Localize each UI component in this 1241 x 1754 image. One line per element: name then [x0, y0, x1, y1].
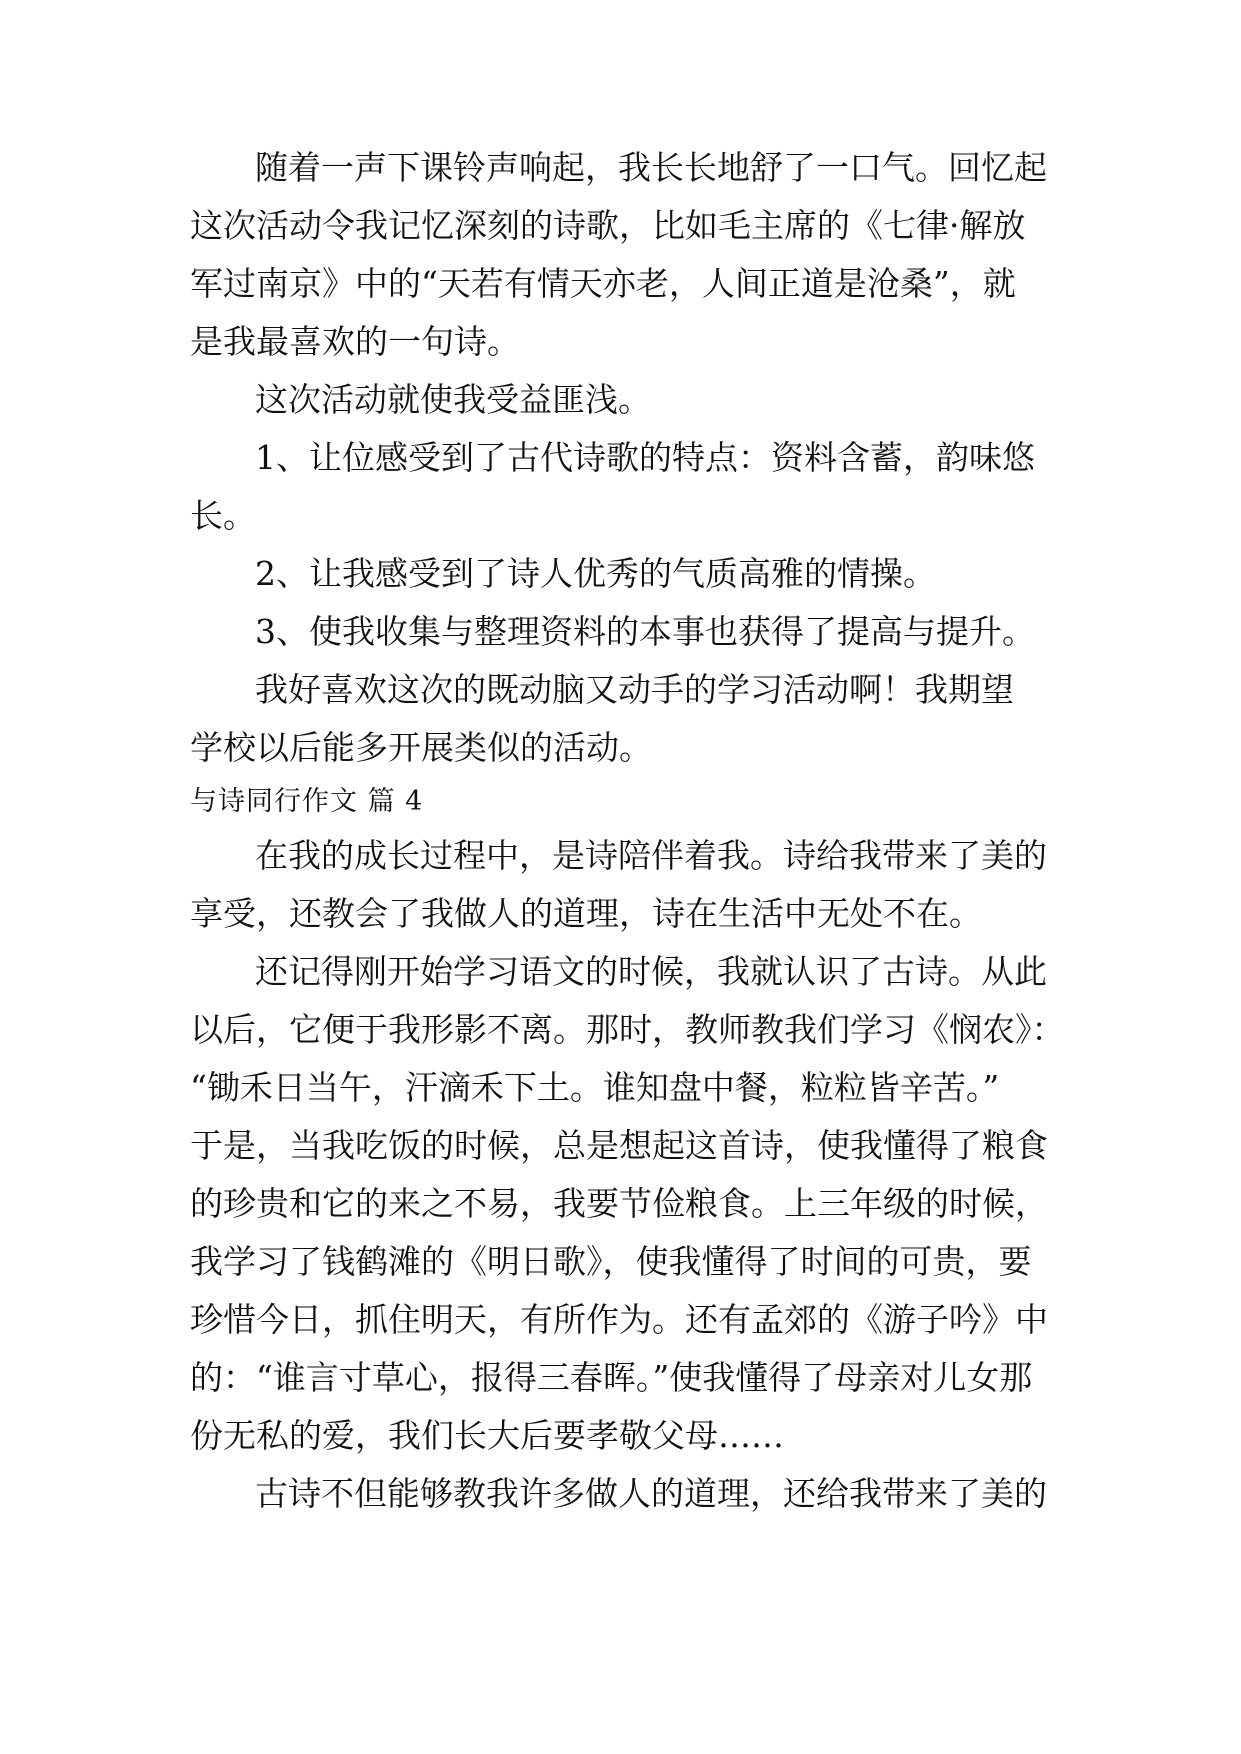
text-line: 珍惜今日，抓住明天，有所作为。还有孟郊的《游子吟》中: [190, 1300, 1048, 1339]
text-line: 军过南京》中的“天若有情天亦老，人间正道是沧桑”，就: [190, 264, 1016, 303]
text-line: 随着一声下课铃声响起，我长长地舒了一口气。回忆起: [255, 148, 1047, 187]
text-line: 长。: [190, 496, 256, 535]
text-line: 的珍贵和它的来之不易，我要节俭粮食。上三年级的时候，: [190, 1184, 1048, 1223]
text-line: 3、使我收集与整理资料的本事也获得了提高与提升。: [255, 612, 1035, 651]
text-line: 学校以后能多开展类似的活动。: [190, 728, 652, 767]
text-line: 在我的成长过程中，是诗陪伴着我。诗给我带来了美的: [255, 836, 1047, 875]
text-line: “锄禾日当午，汗滴禾下土。谁知盘中餐，粒粒皆辛苦。”: [190, 1068, 1000, 1107]
text-line: 于是，当我吃饭的时候，总是想起这首诗，使我懂得了粮食: [190, 1126, 1048, 1165]
text-line: 的：“谁言寸草心，报得三春晖。”使我懂得了母亲对儿女那: [190, 1358, 1033, 1397]
section-heading: 与诗同行作文 篇 4: [190, 786, 424, 817]
text-line: 这次活动令我记忆深刻的诗歌，比如毛主席的《七律·解放: [190, 206, 1026, 245]
text-line: 2、让我感受到了诗人优秀的气质高雅的情操。: [255, 554, 936, 593]
text-line: 享受，还教会了我做人的道理，诗在生活中无处不在。: [190, 894, 982, 933]
text-line: 是我最喜欢的一句诗。: [190, 322, 520, 361]
text-line: 以后，它便于我形影不离。那时，教师教我们学习《悯农》：: [190, 1010, 1065, 1049]
text-line: 1、让位感受到了古代诗歌的特点：资料含蓄，韵味悠: [255, 438, 1035, 477]
text-line: 这次活动就使我受益匪浅。: [255, 380, 651, 419]
text-line: 我学习了钱鹤滩的《明日歌》，使我懂得了时间的可贵，要: [190, 1242, 1032, 1281]
text-line: 份无私的爱，我们长大后要孝敬父母……: [190, 1416, 784, 1455]
text-line: 我好喜欢这次的既动脑又动手的学习活动啊！我期望: [255, 670, 1014, 709]
text-line: 还记得刚开始学习语文的时候，我就认识了古诗。从此: [255, 952, 1047, 991]
text-line: 古诗不但能够教我许多做人的道理，还给我带来了美的: [255, 1474, 1047, 1513]
